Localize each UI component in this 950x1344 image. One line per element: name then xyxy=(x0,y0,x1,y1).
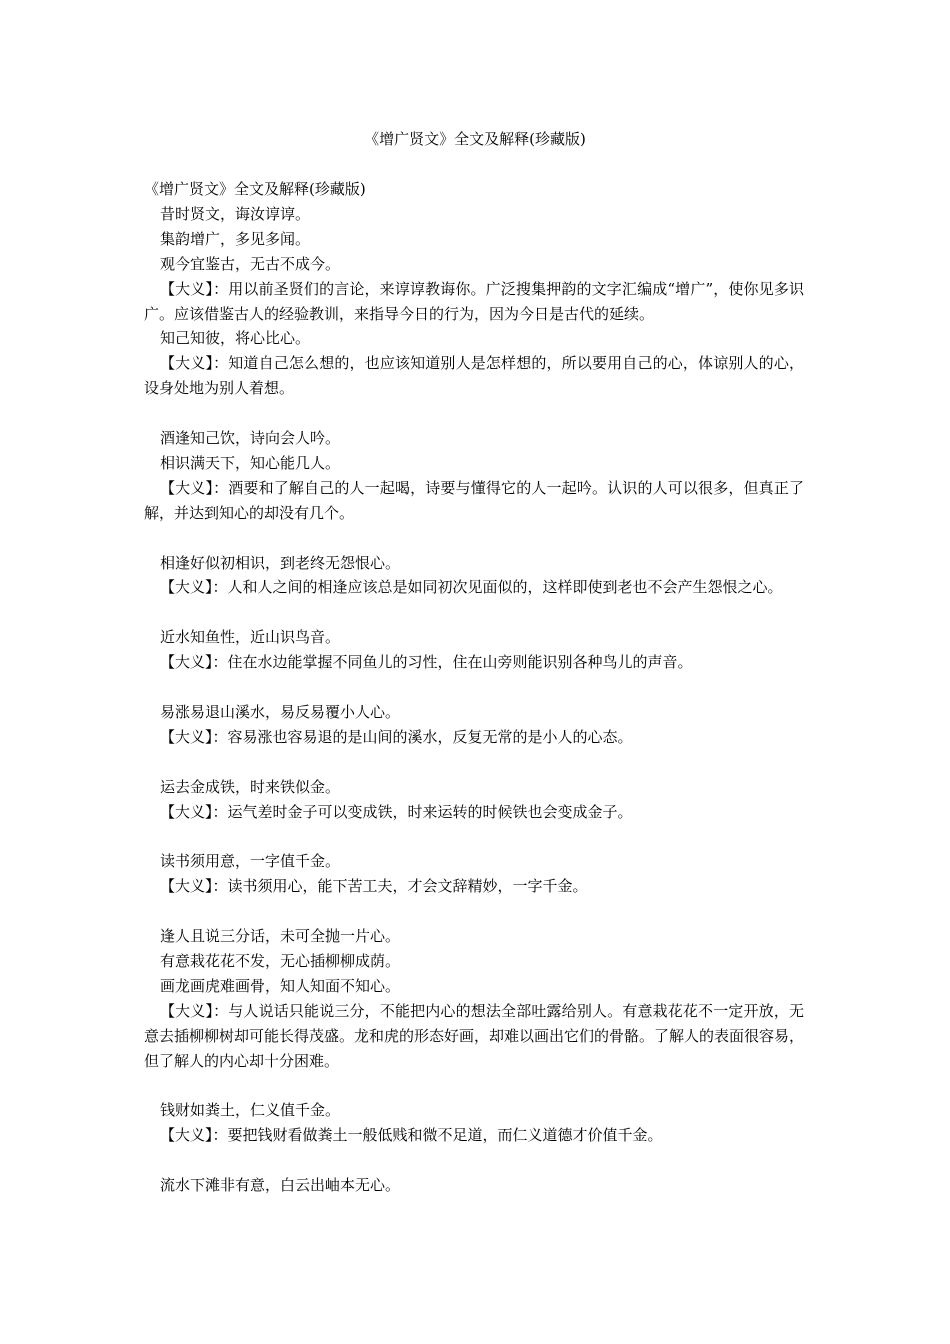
gloss-text: ：容易涨也容易退的是山间的溪水，反复无常的是小人的心态。 xyxy=(212,727,633,746)
gloss-text: ：要把钱财看做粪土一般低贱和微不足道，而仁义道德才价值千金。 xyxy=(212,1126,663,1145)
verse-line: 相逢好似初相识，到老终无怨恨心。 xyxy=(160,553,401,572)
verse-line: 易涨易退山溪水，易反易覆小人心。 xyxy=(160,702,401,721)
gloss-label: 【大义】 xyxy=(160,877,213,896)
gloss-text: ：用以前圣贤们的言论，来谆谆教诲你。广泛搜集押韵的文字汇编成“增广”，使你见多识广。应该借鉴古人的经验教训，来指导今日的行为，因为今日是古代的延续。 xyxy=(144,279,804,323)
document-subtitle: 《增广贤文》全文及解释(珍藏版) xyxy=(144,180,366,198)
verse-line: 读书须用意，一字值千金。 xyxy=(160,852,341,871)
verse-line: 流水下滩非有意，白云出岫本无心。 xyxy=(160,1176,401,1195)
gloss-text: ：读书须用心，能下苦工夫，才会文辞精妙，一字千金。 xyxy=(212,877,588,896)
gloss-paragraph xyxy=(144,650,804,675)
verse-line: 知己知彼，将心比心。 xyxy=(160,329,311,348)
paragraph-gap xyxy=(144,675,804,700)
gloss-text: ：住在水边能掌握不同鱼儿的习性，住在山旁则能识别各种鸟儿的声音。 xyxy=(212,653,693,672)
verse-line: 钱财如粪土，仁义值千金。 xyxy=(160,1101,341,1120)
paragraph-gap xyxy=(144,824,804,849)
gloss-label: 【大义】 xyxy=(160,354,214,373)
gloss-paragraph xyxy=(144,874,804,899)
verse-line: 观今宜鉴古，无古不成今。 xyxy=(160,254,341,273)
gloss-text: ：知道自己怎么想的，也应该知道别人是怎样想的，所以要用自己的心，体谅别人的心，设身处地为别人着想。 xyxy=(144,354,804,398)
gloss-paragraph xyxy=(144,351,804,401)
gloss-text: ：与人说话只能说三分，不能把内心的想法全部吐露给别人。有意栽花花不一定开放，无意去插柳柳树却可能长得茂盛。龙和虎的形态好画，却难以画出它们的骨骼。了解人的表面很容易，但了解人的内心却十分困难。 xyxy=(144,1001,805,1070)
gloss-label: 【大义】 xyxy=(160,1001,214,1020)
gloss-paragraph xyxy=(144,725,804,750)
gloss-label: 【大义】 xyxy=(160,578,213,597)
paragraph-gap xyxy=(144,1074,804,1099)
verse-list xyxy=(144,202,804,1198)
gloss-label: 【大义】 xyxy=(160,1126,213,1145)
gloss-paragraph xyxy=(144,1123,804,1148)
gloss-label: 【大义】 xyxy=(160,802,213,821)
verse-line: 集韵增广，多见多闻。 xyxy=(160,229,311,248)
gloss-paragraph xyxy=(144,999,804,1074)
verse-line: 相识满天下，知心能几人。 xyxy=(160,453,341,472)
gloss-label: 【大义】 xyxy=(160,727,213,746)
gloss-text: ：运气差时金子可以变成铁，时来运转的时候铁也会变成金子。 xyxy=(212,802,633,821)
document-title: 《增广贤文》全文及解释(珍藏版) xyxy=(364,130,586,148)
gloss-label: 【大义】 xyxy=(160,279,214,298)
gloss-text: ：人和人之间的相逢应该总是如同初次见面似的，这样即使到老也不会产生怨恨之心。 xyxy=(212,578,783,597)
verse-line: 酒逢知己饮，诗向会人吟。 xyxy=(160,429,341,448)
paragraph-gap xyxy=(144,1148,804,1173)
document-body xyxy=(144,177,804,1198)
gloss-text: ：酒要和了解自己的人一起喝，诗要与懂得它的人一起吟。认识的人可以很多，但真正了解，并达到知心的却没有几个。 xyxy=(144,478,804,522)
paragraph-gap xyxy=(144,899,804,924)
gloss-paragraph xyxy=(144,277,804,327)
verse-line: 逢人且说三分话，未可全抛一片心。 xyxy=(160,927,401,946)
verse-line: 有意栽花花不发，无心插柳柳成荫。 xyxy=(160,951,401,970)
verse-line: 画龙画虎难画骨，知人知面不知心。 xyxy=(160,976,401,995)
gloss-paragraph xyxy=(144,476,804,526)
gloss-paragraph xyxy=(144,800,804,825)
paragraph-gap xyxy=(144,526,804,551)
verse-line: 昔时贤文，诲汝谆谆。 xyxy=(160,204,311,223)
verse-line: 运去金成铁，时来铁似金。 xyxy=(160,777,341,796)
paragraph-gap xyxy=(144,401,804,426)
verse-line: 近水知鱼性，近山识鸟音。 xyxy=(160,628,341,647)
paragraph-gap xyxy=(144,600,804,625)
gloss-label: 【大义】 xyxy=(160,478,214,497)
gloss-label: 【大义】 xyxy=(160,653,213,672)
paragraph-gap xyxy=(144,750,804,775)
gloss-paragraph xyxy=(144,575,804,600)
